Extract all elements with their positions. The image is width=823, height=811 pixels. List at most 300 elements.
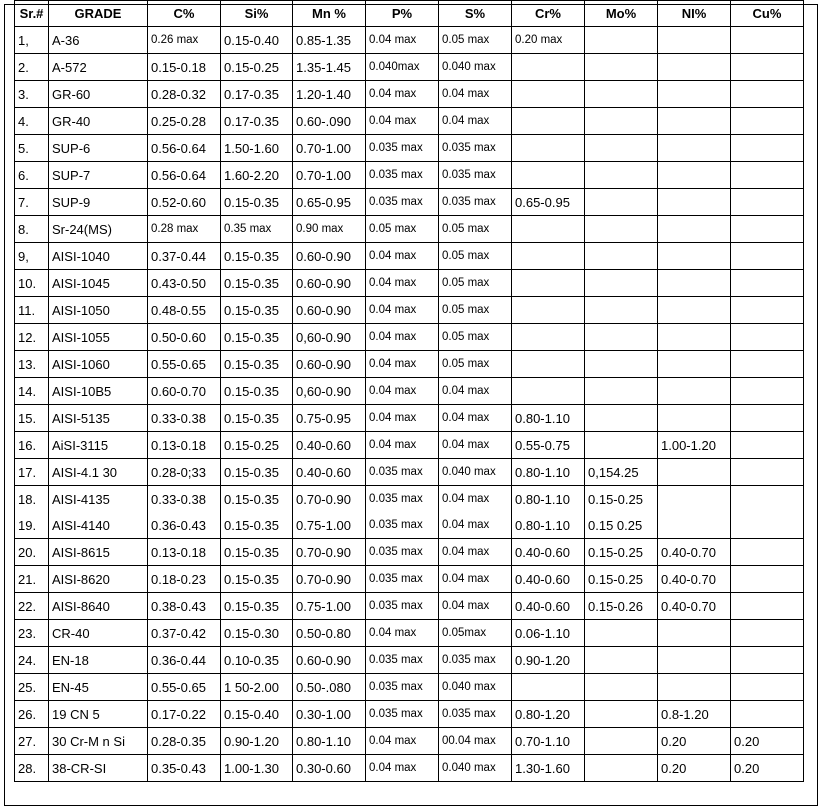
cell-mo: [585, 728, 658, 755]
cell-cr: [512, 162, 585, 189]
cell-grade: A-572: [49, 54, 148, 81]
cell-p: 0.04 max: [366, 378, 439, 405]
cell-cr: 0.65-0.95: [512, 189, 585, 216]
cell-cu: 0.20: [731, 728, 804, 755]
table-row: [15, 108, 804, 135]
cell-s: 0.04 max: [439, 405, 512, 432]
cell-s: 0.040 max: [439, 674, 512, 701]
cell-c: 0.17-0.22: [148, 701, 221, 728]
cell-mo: [585, 755, 658, 782]
cell-mo: [585, 243, 658, 270]
cell-mn: 0.70-1.00: [293, 135, 366, 162]
cell-c: 0.36-0.43: [148, 512, 221, 539]
header-mo: Mo%: [585, 1, 658, 27]
cell-si: 0.15-0.35: [221, 486, 293, 513]
cell-cr: 0.40-0.60: [512, 593, 585, 620]
cell-sr-no: 5.: [15, 135, 49, 162]
cell-sr-no: 16.: [15, 432, 49, 459]
table-row: [15, 728, 804, 755]
cell-si: 1 50-2.00: [221, 674, 293, 701]
table-row: [15, 486, 804, 513]
cell-sr-no: 13.: [15, 351, 49, 378]
cell-cr: 0.70-1.10: [512, 728, 585, 755]
table-row: [15, 432, 804, 459]
cell-p: 0.035 max: [366, 189, 439, 216]
steel-grade-composition-table: [14, 0, 804, 782]
cell-cu: [731, 701, 804, 728]
cell-mo: [585, 135, 658, 162]
cell-cu: [731, 54, 804, 81]
header-row: [15, 1, 804, 27]
cell-s: 0.040 max: [439, 459, 512, 486]
cell-mo: 0.15-0.26: [585, 593, 658, 620]
cell-ni: 0.40-0.70: [658, 566, 731, 593]
cell-ni: [658, 54, 731, 81]
table-row: [15, 351, 804, 378]
cell-s: 0.04 max: [439, 81, 512, 108]
cell-cu: [731, 324, 804, 351]
header-sr-no: Sr.#: [15, 1, 49, 27]
table-row: [15, 512, 804, 539]
cell-sr-no: 8.: [15, 216, 49, 243]
cell-si: 0.15-0.35: [221, 539, 293, 566]
cell-ni: [658, 135, 731, 162]
cell-p: 0.05 max: [366, 216, 439, 243]
cell-ni: [658, 189, 731, 216]
table-row: [15, 405, 804, 432]
cell-si: 0.15-0.40: [221, 27, 293, 54]
cell-sr-no: 10.: [15, 270, 49, 297]
cell-grade: SUP-9: [49, 189, 148, 216]
cell-grade: AISI-1055: [49, 324, 148, 351]
cell-cu: [731, 647, 804, 674]
cell-p: 0.035 max: [366, 593, 439, 620]
cell-c: 0.33-0.38: [148, 486, 221, 513]
cell-cu: [731, 432, 804, 459]
cell-si: 0.15-0.35: [221, 297, 293, 324]
cell-mn: 0,60-0.90: [293, 378, 366, 405]
cell-mo: [585, 270, 658, 297]
cell-cu: [731, 108, 804, 135]
header-c: C%: [148, 1, 221, 27]
cell-cr: 1.30-1.60: [512, 755, 585, 782]
cell-s: 0.035 max: [439, 701, 512, 728]
cell-mn: 0.70-1.00: [293, 162, 366, 189]
cell-p: 0.035 max: [366, 701, 439, 728]
cell-sr-no: 22.: [15, 593, 49, 620]
cell-cu: [731, 674, 804, 701]
cell-mo: [585, 216, 658, 243]
cell-c: 0.18-0.23: [148, 566, 221, 593]
cell-s: 0.035 max: [439, 135, 512, 162]
cell-mo: [585, 324, 658, 351]
cell-p: 0.04 max: [366, 728, 439, 755]
cell-sr-no: 12.: [15, 324, 49, 351]
cell-mo: [585, 297, 658, 324]
table-body: [15, 27, 804, 782]
cell-s: 0.040 max: [439, 755, 512, 782]
cell-mn: 0.60-0.90: [293, 270, 366, 297]
cell-cr: 0.80-1.10: [512, 459, 585, 486]
cell-sr-no: 17.: [15, 459, 49, 486]
cell-sr-no: 15.: [15, 405, 49, 432]
cell-cu: [731, 135, 804, 162]
cell-grade: AISI-10B5: [49, 378, 148, 405]
cell-mo: [585, 405, 658, 432]
header-ni: NI%: [658, 1, 731, 27]
cell-s: 0.05 max: [439, 243, 512, 270]
cell-grade: AISI-1040: [49, 243, 148, 270]
cell-cr: 0.20 max: [512, 27, 585, 54]
cell-mo: 0.15-0.25: [585, 486, 658, 513]
cell-c: 0.28-0;33: [148, 459, 221, 486]
cell-p: 0.04 max: [366, 405, 439, 432]
cell-mo: 0.15-0.25: [585, 539, 658, 566]
cell-grade: AISI-5135: [49, 405, 148, 432]
cell-s: 0.05 max: [439, 27, 512, 54]
cell-si: 0.15-0.35: [221, 593, 293, 620]
cell-p: 0.04 max: [366, 432, 439, 459]
cell-grade: EN-45: [49, 674, 148, 701]
cell-s: 0.05 max: [439, 270, 512, 297]
cell-cr: [512, 270, 585, 297]
cell-s: 0.04 max: [439, 378, 512, 405]
cell-cu: [731, 539, 804, 566]
cell-cu: [731, 27, 804, 54]
cell-mo: [585, 54, 658, 81]
cell-ni: [658, 243, 731, 270]
cell-cr: [512, 243, 585, 270]
cell-grade: A-36: [49, 27, 148, 54]
cell-sr-no: 27.: [15, 728, 49, 755]
cell-grade: EN-18: [49, 647, 148, 674]
cell-cr: [512, 216, 585, 243]
cell-p: 0.035 max: [366, 486, 439, 513]
cell-c: 0.28-0.32: [148, 81, 221, 108]
cell-sr-no: 28.: [15, 755, 49, 782]
cell-mo: 0.15-0.25: [585, 566, 658, 593]
cell-p: 0.04 max: [366, 324, 439, 351]
cell-cu: [731, 216, 804, 243]
cell-s: 0.05 max: [439, 216, 512, 243]
cell-mn: 0.85-1.35: [293, 27, 366, 54]
cell-cr: [512, 108, 585, 135]
cell-mn: 1.20-1.40: [293, 81, 366, 108]
cell-sr-no: 9,: [15, 243, 49, 270]
cell-grade: 30 Cr-M n Si: [49, 728, 148, 755]
cell-s: 0.05 max: [439, 324, 512, 351]
cell-mn: 0.60-0.90: [293, 297, 366, 324]
cell-mo: [585, 620, 658, 647]
cell-c: 0.43-0.50: [148, 270, 221, 297]
cell-grade: AISI-8640: [49, 593, 148, 620]
cell-sr-no: 24.: [15, 647, 49, 674]
cell-sr-no: 19.: [15, 512, 49, 539]
cell-mo: [585, 351, 658, 378]
cell-cu: [731, 566, 804, 593]
cell-ni: 0.40-0.70: [658, 593, 731, 620]
cell-mn: 0.75-0.95: [293, 405, 366, 432]
cell-grade: Sr-24(MS): [49, 216, 148, 243]
cell-sr-no: 2.: [15, 54, 49, 81]
table-row: [15, 81, 804, 108]
cell-grade: SUP-7: [49, 162, 148, 189]
cell-grade: CR-40: [49, 620, 148, 647]
cell-c: 0.33-0.38: [148, 405, 221, 432]
cell-mn: 0.70-0.90: [293, 486, 366, 513]
cell-si: 0.15-0.30: [221, 620, 293, 647]
cell-mn: 0.30-1.00: [293, 701, 366, 728]
cell-cr: [512, 674, 585, 701]
cell-ni: [658, 512, 731, 539]
cell-grade: GR-40: [49, 108, 148, 135]
cell-cu: [731, 270, 804, 297]
cell-p: 0.035 max: [366, 162, 439, 189]
cell-grade: AISI-4135: [49, 486, 148, 513]
cell-c: 0.15-0.18: [148, 54, 221, 81]
cell-cr: 0.80-1.10: [512, 405, 585, 432]
cell-s: 0.04 max: [439, 486, 512, 513]
cell-p: 0.04 max: [366, 81, 439, 108]
cell-p: 0.035 max: [366, 459, 439, 486]
cell-p: 0.04 max: [366, 27, 439, 54]
table-row: [15, 54, 804, 81]
cell-cu: [731, 297, 804, 324]
header-s: S%: [439, 1, 512, 27]
cell-c: 0.55-0.65: [148, 351, 221, 378]
cell-mo: [585, 81, 658, 108]
cell-c: 0.25-0.28: [148, 108, 221, 135]
cell-grade: AISI-1050: [49, 297, 148, 324]
cell-ni: [658, 216, 731, 243]
cell-mn: 0.40-0.60: [293, 459, 366, 486]
cell-s: 0.05 max: [439, 297, 512, 324]
cell-ni: [658, 270, 731, 297]
table-row: [15, 593, 804, 620]
cell-si: 0.15-0.35: [221, 189, 293, 216]
cell-p: 0.035 max: [366, 135, 439, 162]
cell-s: 0.040 max: [439, 54, 512, 81]
cell-cu: [731, 351, 804, 378]
cell-ni: [658, 27, 731, 54]
table-row: [15, 162, 804, 189]
cell-cu: [731, 81, 804, 108]
cell-c: 0.55-0.65: [148, 674, 221, 701]
cell-cu: [731, 243, 804, 270]
cell-sr-no: 4.: [15, 108, 49, 135]
cell-si: 1.50-1.60: [221, 135, 293, 162]
cell-c: 0.37-0.42: [148, 620, 221, 647]
cell-c: 0.60-0.70: [148, 378, 221, 405]
cell-grade: AISI-8620: [49, 566, 148, 593]
cell-p: 0.04 max: [366, 620, 439, 647]
cell-p: 0.035 max: [366, 674, 439, 701]
cell-cr: 0.80-1.20: [512, 701, 585, 728]
table-row: [15, 189, 804, 216]
cell-ni: [658, 81, 731, 108]
table-row: [15, 324, 804, 351]
cell-si: 1.60-2.20: [221, 162, 293, 189]
cell-ni: [658, 162, 731, 189]
cell-p: 0.04 max: [366, 270, 439, 297]
cell-ni: 0.8-1.20: [658, 701, 731, 728]
cell-si: 0.15-0.35: [221, 324, 293, 351]
cell-sr-no: 18.: [15, 486, 49, 513]
table-row: [15, 674, 804, 701]
cell-sr-no: 25.: [15, 674, 49, 701]
cell-grade: AISI-4140: [49, 512, 148, 539]
cell-ni: [658, 486, 731, 513]
cell-cu: [731, 378, 804, 405]
cell-ni: [658, 459, 731, 486]
header-mn: Mn %: [293, 1, 366, 27]
table-row: [15, 755, 804, 782]
cell-cr: [512, 54, 585, 81]
header-si: Si%: [221, 1, 293, 27]
cell-si: 0.90-1.20: [221, 728, 293, 755]
cell-sr-no: 21.: [15, 566, 49, 593]
cell-ni: [658, 351, 731, 378]
cell-mn: 0.50-0.80: [293, 620, 366, 647]
cell-grade: AISI-8615: [49, 539, 148, 566]
cell-p: 0.04 max: [366, 297, 439, 324]
cell-si: 0.15-0.35: [221, 566, 293, 593]
cell-mo: [585, 647, 658, 674]
cell-sr-no: 7.: [15, 189, 49, 216]
cell-c: 0.37-0.44: [148, 243, 221, 270]
cell-grade: AISI-1045: [49, 270, 148, 297]
cell-mn: 0.70-0.90: [293, 566, 366, 593]
cell-sr-no: 1,: [15, 27, 49, 54]
cell-mn: 0.60-0.90: [293, 243, 366, 270]
cell-cu: [731, 593, 804, 620]
cell-si: 0.15-0.35: [221, 512, 293, 539]
cell-cu: [731, 162, 804, 189]
cell-si: 0.15-0.35: [221, 378, 293, 405]
cell-cu: 0.20: [731, 755, 804, 782]
cell-c: 0.26 max: [148, 27, 221, 54]
cell-grade: GR-60: [49, 81, 148, 108]
cell-mo: [585, 674, 658, 701]
cell-mn: 0.75-1.00: [293, 512, 366, 539]
cell-mn: 0.40-0.60: [293, 432, 366, 459]
cell-s: 0.04 max: [439, 539, 512, 566]
cell-p: 0.035 max: [366, 647, 439, 674]
cell-sr-no: 14.: [15, 378, 49, 405]
cell-cr: 0.06-1.10: [512, 620, 585, 647]
cell-mo: 0,154.25: [585, 459, 658, 486]
cell-s: 0.04 max: [439, 432, 512, 459]
cell-mn: 0,60-0.90: [293, 324, 366, 351]
cell-si: 1.00-1.30: [221, 755, 293, 782]
cell-p: 0.035 max: [366, 512, 439, 539]
cell-ni: 0.40-0.70: [658, 539, 731, 566]
cell-p: 0.04 max: [366, 243, 439, 270]
cell-cr: [512, 378, 585, 405]
cell-ni: [658, 647, 731, 674]
cell-grade: AISI-1060: [49, 351, 148, 378]
cell-mo: [585, 162, 658, 189]
cell-p: 0.04 max: [366, 351, 439, 378]
cell-mo: [585, 701, 658, 728]
table-row: [15, 243, 804, 270]
table-row: [15, 647, 804, 674]
cell-cu: [731, 459, 804, 486]
table-row: [15, 297, 804, 324]
cell-c: 0.50-0.60: [148, 324, 221, 351]
cell-si: 0.17-0.35: [221, 108, 293, 135]
cell-mo: 0.15 0.25: [585, 512, 658, 539]
cell-s: 0.035 max: [439, 647, 512, 674]
header-cu: Cu%: [731, 1, 804, 27]
cell-mn: 0.60-.090: [293, 108, 366, 135]
cell-sr-no: 11.: [15, 297, 49, 324]
header-grade: GRADE: [49, 1, 148, 27]
cell-cr: [512, 81, 585, 108]
cell-ni: [658, 405, 731, 432]
cell-mn: 0.30-0.60: [293, 755, 366, 782]
table-row: [15, 701, 804, 728]
table-row: [15, 459, 804, 486]
cell-cu: [731, 405, 804, 432]
table-row: [15, 135, 804, 162]
cell-mn: 0.60-0.90: [293, 647, 366, 674]
cell-ni: 0.20: [658, 755, 731, 782]
table-row: [15, 620, 804, 647]
cell-c: 0.38-0.43: [148, 593, 221, 620]
cell-p: 0.04 max: [366, 755, 439, 782]
cell-grade: SUP-6: [49, 135, 148, 162]
cell-cr: [512, 297, 585, 324]
cell-s: 0.05 max: [439, 351, 512, 378]
cell-cr: 0.90-1.20: [512, 647, 585, 674]
cell-sr-no: 6.: [15, 162, 49, 189]
cell-s: 0.035 max: [439, 162, 512, 189]
cell-cu: [731, 486, 804, 513]
cell-si: 0.15-0.35: [221, 270, 293, 297]
cell-cu: [731, 189, 804, 216]
cell-ni: 1.00-1.20: [658, 432, 731, 459]
cell-ni: [658, 324, 731, 351]
cell-ni: [658, 674, 731, 701]
cell-si: 0.17-0.35: [221, 81, 293, 108]
cell-s: 0.035 max: [439, 189, 512, 216]
cell-c: 0.35-0.43: [148, 755, 221, 782]
table-row: [15, 378, 804, 405]
cell-si: 0.15-0.35: [221, 459, 293, 486]
cell-c: 0.28-0.35: [148, 728, 221, 755]
cell-cr: 0.40-0.60: [512, 539, 585, 566]
cell-cu: [731, 620, 804, 647]
cell-mn: 0.60-0.90: [293, 351, 366, 378]
cell-s: 00.04 max: [439, 728, 512, 755]
cell-si: 0.15-0.35: [221, 351, 293, 378]
cell-si: 0.15-0.35: [221, 405, 293, 432]
cell-ni: 0.20: [658, 728, 731, 755]
cell-s: 0.04 max: [439, 108, 512, 135]
cell-sr-no: 26.: [15, 701, 49, 728]
cell-mo: [585, 108, 658, 135]
cell-mo: [585, 189, 658, 216]
cell-c: 0.28 max: [148, 216, 221, 243]
cell-sr-no: 23.: [15, 620, 49, 647]
cell-cr: [512, 135, 585, 162]
cell-cr: 0.40-0.60: [512, 566, 585, 593]
table-row: [15, 270, 804, 297]
header-cr: Cr%: [512, 1, 585, 27]
cell-cr: [512, 324, 585, 351]
table-row: [15, 566, 804, 593]
